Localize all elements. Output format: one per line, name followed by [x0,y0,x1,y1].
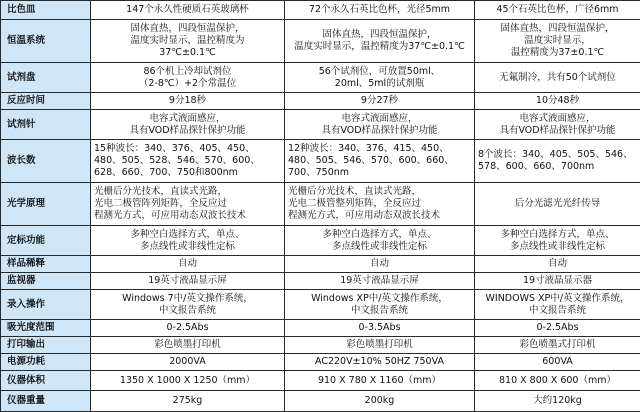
cell-text-line: 810 X 800 X 600（mm） [498,374,616,386]
table-row [1,290,640,320]
cell-text-line: 中文报告系统 [158,304,216,316]
row-label: 波长数 [1,140,91,183]
cell-text-line: 程测光方式，可应用动态双波长技术 [94,210,247,221]
cell-text-line: 2000VA [169,356,206,367]
spec-cell-col2 [285,337,475,354]
cell-text-line: 光栅后分光技术，直读式光路， [288,186,422,197]
cell-text-line: 700、750nm [288,167,350,178]
cell-text-line: 0-2.5Abs [536,322,579,333]
cell-text-line: 光栅后分光技术，直读式光路， [94,186,228,197]
table-row [1,1,640,20]
cell-text-line: 8个波长：340、405、505、546、 [478,149,633,160]
spec-cell-col1 [91,273,285,290]
cell-text-line: 温度实时显示，温控精度为37℃±0.1℃ [294,41,465,52]
cell-text-line: 电容式液面感应， [519,112,596,124]
cell-text-line: 56个试剂位，可放置50ml、 [318,65,441,77]
row-label: 录入操作 [1,290,91,320]
cell-text-line: 固体直热，四段恒温保护， [322,29,437,40]
cell-text-line: 无氟制冷，共有50个试剂位 [499,71,616,83]
cell-text-line: 12种波长：340、376、415、450、 [288,143,449,154]
cell-text-line: 45个石英比色杯，广径6mm [496,4,619,15]
table-row [1,20,640,63]
cell-text-line: 0-2.5Abs [166,322,209,333]
row-label: 恒温系统 [1,20,91,63]
row-label: 定标功能 [1,226,91,256]
cell-text-line: 19寸液晶显示器 [522,275,593,286]
cell-text-line: 多点线性或非线性定标 [139,240,235,252]
table-row [1,273,640,290]
cell-text-line: 具有VOD样品探针保护功能 [129,124,246,136]
table-row [1,183,640,226]
cell-text-line: 多种空白选择方式，单点、 [322,228,437,240]
spec-cell-col3 [475,1,640,20]
cell-text-line: Windows 7中/英文操作系统， [122,292,253,304]
cell-text-line: 固体直热，四段恒温保护， [130,23,245,34]
spec-cell-col2 [285,183,475,226]
cell-text-line: 温度实时显示，温控精度为 [130,35,245,46]
cell-text-line: 程测光方式，可应用动态双波长技术 [288,210,441,221]
spec-cell-col1 [91,226,285,256]
row-label: 吸光度范围 [1,320,91,337]
cell-text-line: 19英寸液晶显示屏 [340,275,419,286]
spec-cell-col1 [91,110,285,140]
spec-cell-col3 [475,226,640,256]
spec-cell-col3 [475,110,640,140]
spec-cell-col2 [285,354,475,371]
cell-text-line: 86个机上冷却试剂位 [143,65,232,77]
spec-cell-col3 [475,63,640,93]
spec-cell-col3 [475,93,640,110]
spec-cell-col2 [285,63,475,93]
spec-cell-col2 [285,110,475,140]
cell-text-line: 具有VOD样品探针保护功能 [499,124,616,136]
cell-text-line: 9分27秒 [360,95,399,106]
cell-text-line: 147个永久性硬质石英玻璃杯 [126,4,249,15]
row-label: 打印输出 [1,337,91,354]
cell-text-line: 480、505、546、570、600、660、 [288,155,454,166]
spec-cell-col2 [285,1,475,20]
spec-cell-col3 [475,290,640,320]
cell-text-line: （2-8℃）+2个常温位 [138,77,237,89]
row-label: 光学原理 [1,183,91,226]
cell-text-line: AC220V±10% 50HZ 750VA [315,356,444,367]
spec-cell-col2 [285,391,475,412]
spec-cell-col2 [285,290,475,320]
table-row [1,63,640,93]
cell-text-line: 600VA [542,356,573,367]
spec-cell-col1 [91,93,285,110]
spec-cell-col3 [475,256,640,273]
cell-text-line: 275kg [172,395,203,406]
cell-text-line: 自动 [369,258,389,269]
spec-cell-col1 [91,391,285,412]
cell-text-line: 彩色喷墨式打印机 [519,339,596,350]
spec-cell-col3 [475,140,640,183]
spec-cell-col1 [91,1,285,20]
cell-text-line: 多种空白选择方式，单点、 [500,228,615,240]
spec-cell-col1 [91,63,285,93]
cell-text-line: 910 X 780 X 1160（mm） [317,374,442,386]
row-label: 电源功耗 [1,354,91,371]
table-row [1,93,640,110]
cell-text-line: 200kg [364,395,395,406]
cell-text-line: 电容式液面感应， [341,112,418,124]
spec-cell-col2 [285,273,475,290]
spec-cell-col2 [285,226,475,256]
spec-cell-col2 [285,20,475,63]
cell-text-line: 10分48秒 [535,95,580,106]
row-label: 仪器重量 [1,391,91,412]
cell-text-line: 多点线性或非线性定标 [509,240,605,252]
row-label: 仪器体积 [1,371,91,391]
row-label: 比色皿 [1,1,91,20]
cell-text-line: 光电二极管阵列矩阵，全反应过 [94,198,228,209]
spec-cell-col2 [285,371,475,391]
table-body [1,1,640,412]
cell-text-line: 彩色喷墨打印机 [346,339,413,350]
spec-cell-col2 [285,320,475,337]
cell-text-line: 多种空白选择方式，单点、 [130,228,245,240]
cell-text-line: 彩色喷墨打印机 [154,339,221,350]
table-row [1,371,640,391]
spec-cell-col2 [285,140,475,183]
row-label: 监视器 [1,273,91,290]
spec-cell-col3 [475,354,640,371]
spec-cell-col1 [91,354,285,371]
cell-text-line: 1350 X 1000 X 1250（mm） [119,374,256,386]
table-row [1,391,640,412]
table-row [1,337,640,354]
cell-text-line: 固体直热，四段恒温保护， [500,23,615,34]
spec-cell-col3 [475,371,640,391]
spec-cell-col1 [91,337,285,354]
cell-text-line: Windows XP中/英文操作系统， [311,292,448,304]
spec-cell-col3 [475,337,640,354]
spec-cell-col3 [475,20,640,63]
cell-text-line: 578、600、660、700nm [478,161,595,172]
cell-text-line: 628、660、700、750和800nm [94,167,238,178]
spec-cell-col1 [91,290,285,320]
row-label: 样品稀释 [1,256,91,273]
cell-text-line: 72个永久石英比色杯，光径5mm [308,4,451,15]
cell-text-line: 15种波长：340、376、405、450、 [94,143,255,154]
cell-text-line: 中文报告系统 [350,304,408,316]
table-row [1,140,640,183]
cell-text-line: WINDOWS XP中/英文操作系统， [485,292,630,304]
spec-cell-col1 [91,20,285,63]
table-row [1,226,640,256]
row-label: 试剂盘 [1,63,91,93]
cell-text-line: 480、505、528、546、570、600、 [94,155,260,166]
row-label: 试剂针 [1,110,91,140]
cell-text-line: 光电二极管整列矩阵，全反应过 [288,198,422,209]
table-row [1,320,640,337]
spec-cell-col1 [91,371,285,391]
cell-text-line: 后分光滤光光纤传导 [514,198,601,209]
spec-cell-col3 [475,273,640,290]
cell-text-line: 温控精度为37±0.1℃ [510,47,605,58]
table-row [1,256,640,273]
cell-text-line: 大约120kg [533,395,582,406]
cell-text-line: 多点线性或非线性定标 [331,240,427,252]
spec-cell-col1 [91,320,285,337]
cell-text-line: 具有VOD样品探针保护功能 [321,124,438,136]
spec-cell-col3 [475,183,640,226]
spec-cell-col3 [475,391,640,412]
row-label: 反应时间 [1,93,91,110]
table-row [1,354,640,371]
cell-text-line: 中文报告系统 [528,304,586,316]
spec-cell-col2 [285,93,475,110]
cell-text-line: 37℃±0.1℃ [159,47,216,58]
spec-cell-col2 [285,256,475,273]
table-row [1,110,640,140]
cell-text-line: 自动 [177,258,197,269]
spec-cell-col3 [475,320,640,337]
cell-text-line: 9分18秒 [168,95,207,106]
spec-cell-col1 [91,256,285,273]
cell-text-line: 0-3.5Abs [358,322,401,333]
cell-text-line: 自动 [547,258,567,269]
cell-text-line: 20ml、5ml的试剂瓶 [334,77,425,89]
cell-text-line: 19英寸液晶显示屏 [148,275,227,286]
spec-cell-col1 [91,140,285,183]
cell-text-line: 电容式液面感应， [149,112,226,124]
cell-text-line: 温度实时显示， [524,35,591,46]
spec-cell-col1 [91,183,285,226]
